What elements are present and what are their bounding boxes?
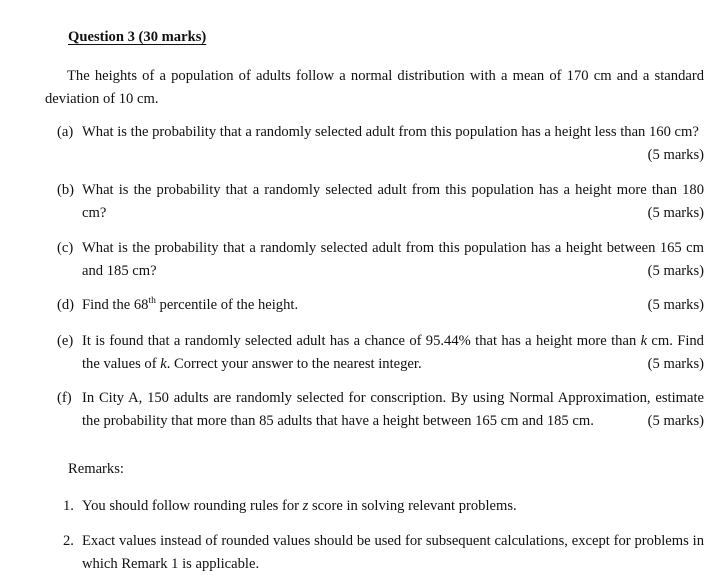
part-text: What is the probability that a randomly selected adult from this population has a height more than 180 cm? xyxy=(82,182,704,221)
part-label: (e) xyxy=(57,333,74,349)
remark-2 xyxy=(63,530,704,575)
part-label: (a) xyxy=(57,124,74,140)
remark-label: 2. xyxy=(63,533,74,549)
remarks-title: Remarks: xyxy=(68,461,124,477)
marks-badge: (5 marks) xyxy=(647,204,704,221)
part-e xyxy=(57,330,704,375)
marks-badge: (5 marks) xyxy=(647,146,704,163)
part-f xyxy=(57,387,704,432)
part-text: What is the probability that a randomly selected adult from this population has a height between 165 cm and 185 cm? xyxy=(82,240,704,279)
part-text: It is found that a randomly selected adult has a chance of 95.44% that has a height more than k cm. Find the values of k. Correct your answer to the nearest integer. xyxy=(82,333,704,372)
part-label: (f) xyxy=(57,390,72,406)
part-d xyxy=(57,294,704,317)
remark-1 xyxy=(63,495,704,518)
part-text: Find the 68th percentile of the height. xyxy=(82,296,299,313)
marks-badge: (5 marks) xyxy=(647,412,704,429)
question-heading: Question 3 (30 marks) xyxy=(68,29,207,45)
part-c xyxy=(57,237,704,282)
part-text: In City A, 150 adults are randomly selected for conscription. By using Normal Approximation, estimate the probability that more than 85 adults that have a height between 165 cm and 185 cm. xyxy=(82,390,704,429)
remark-text: Exact values instead of rounded values should be used for subsequent calculations, except for problems in which Remark 1 is applicable. xyxy=(82,533,704,572)
part-b xyxy=(57,179,704,224)
remark-label: 1. xyxy=(63,498,74,514)
marks-badge: (5 marks) xyxy=(647,262,704,279)
part-a xyxy=(57,121,704,166)
marks-badge: (5 marks) xyxy=(647,297,704,313)
part-text: What is the probability that a randomly selected adult from this population has a height less than 160 cm? xyxy=(82,124,699,140)
remark-text: You should follow rounding rules for z score in solving relevant problems. xyxy=(82,498,517,514)
marks-badge: (5 marks) xyxy=(647,355,704,372)
question-intro: The heights of a population of adults follow a normal distribution with a mean of 170 cm and a standard deviation of 10 cm. xyxy=(45,68,704,107)
part-label: (d) xyxy=(57,297,75,313)
part-label: (b) xyxy=(57,182,75,198)
part-label: (c) xyxy=(57,240,74,256)
